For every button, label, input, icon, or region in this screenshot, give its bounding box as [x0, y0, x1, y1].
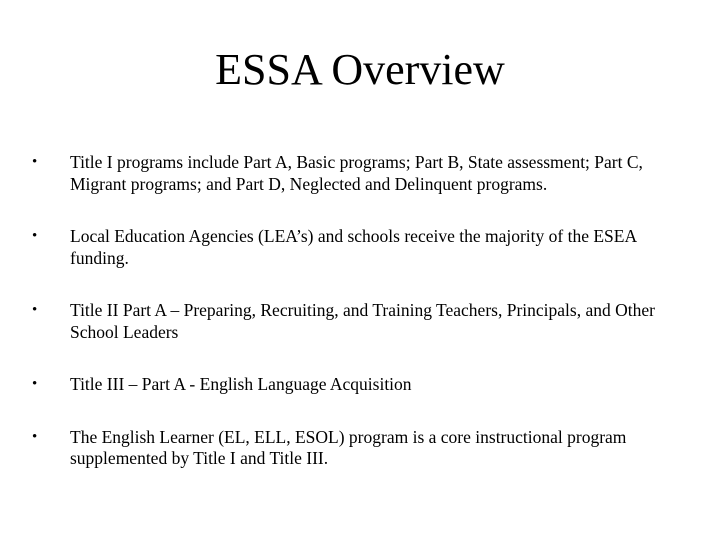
bullet-text: Title III – Part A - English Language Acquisition [70, 374, 412, 394]
bullet-icon: • [32, 154, 38, 170]
bullet-item [28, 300, 698, 343]
bullet-item [28, 226, 698, 269]
bullet-item [28, 152, 698, 195]
bullet-text: Title I programs include Part A, Basic programs; Part B, State assessment; Part C, Migrant programs; and Part D, Neglected and Delinquent programs. [70, 152, 643, 194]
bullet-text: Local Education Agencies (LEA’s) and schools receive the majority of the ESEA funding. [70, 226, 637, 268]
bullet-icon: • [32, 428, 38, 445]
bullet-list [28, 152, 698, 501]
bullet-icon: • [32, 376, 38, 392]
bullet-item [28, 427, 698, 470]
bullet-text: The English Learner (EL, ELL, ESOL) program is a core instructional program supplemented by Title I and Title III. [70, 426, 627, 468]
bullet-icon: • [32, 228, 38, 244]
bullet-item [28, 374, 698, 396]
bullet-text: Title II Part A – Preparing, Recruiting, and Training Teachers, Principals, and Other School Leaders [70, 300, 655, 342]
bullet-icon: • [32, 302, 38, 318]
slide-title: ESSA Overview [215, 45, 505, 94]
